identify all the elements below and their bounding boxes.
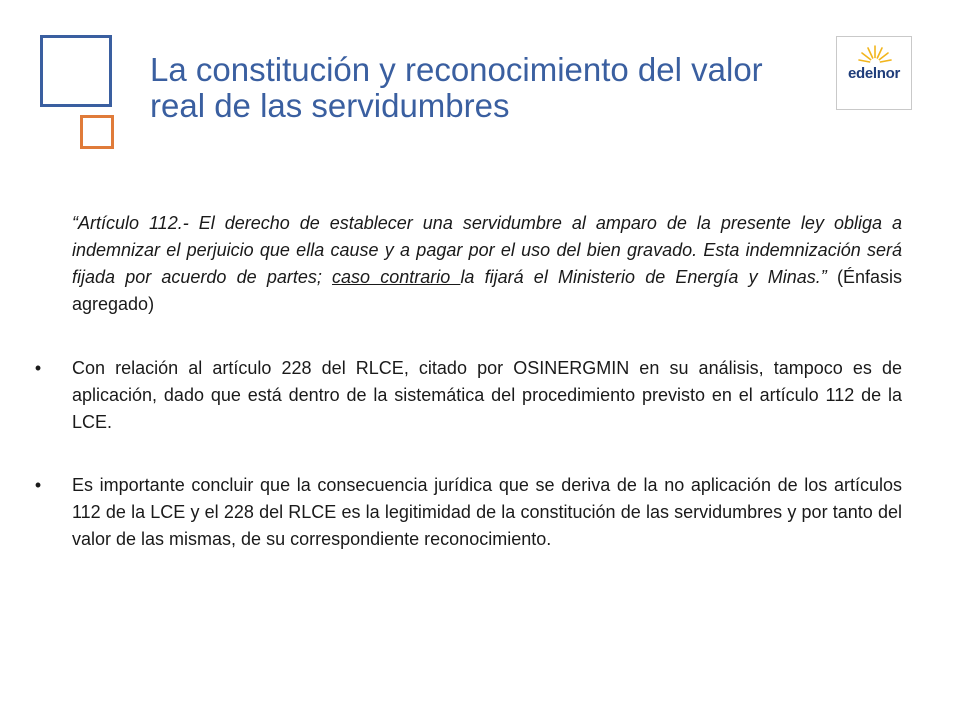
article-quote xyxy=(72,210,902,318)
logo-text: edelnor xyxy=(847,65,901,82)
emphasis-note: (Énfasis agregado) xyxy=(72,267,902,314)
decorative-square-orange xyxy=(80,115,114,149)
bullet-item xyxy=(34,472,902,553)
bullet-marker: • xyxy=(34,475,42,495)
bullet-text: Con relación al artículo 228 del RLCE, citado por OSINERGMIN en su análisis, tampoco es de aplicación, dado que está dentro de la sistemática del procedimiento previsto en el artículo 112 de la LCE. xyxy=(72,358,902,432)
quote-text-part1: “Artículo 112.- El derecho de establecer una servidumbre al amparo de la presente ley obliga a indemnizar el perjuicio que ella cause y a pagar por el uso del bien gravado. Esta indemnización será fijada por acuerdo de partes; xyxy=(72,213,902,287)
bullet-item xyxy=(34,355,902,436)
bullet-list xyxy=(34,355,902,553)
quote-underlined-text: caso contrario xyxy=(332,267,461,287)
decorative-square-blue xyxy=(40,35,112,107)
bullet-text: Es importante concluir que la consecuencia jurídica que se deriva de la no aplicación de los artículos 112 de la LCE y el 228 del RLCE es la legitimidad de la constitución de las servidumbres y por tanto del valor de las mismas, de su correspondiente reconocimiento. xyxy=(72,475,902,549)
edelnor-logo xyxy=(836,36,912,110)
slide-body xyxy=(34,210,902,553)
slide-title: La constitución y reconocimiento del valor real de las servidumbres xyxy=(150,51,763,124)
quote-text-part2: la fijará el Ministerio de Energía y Minas.” xyxy=(460,267,827,287)
bullet-marker: • xyxy=(34,358,42,378)
sun-icon xyxy=(857,43,893,65)
